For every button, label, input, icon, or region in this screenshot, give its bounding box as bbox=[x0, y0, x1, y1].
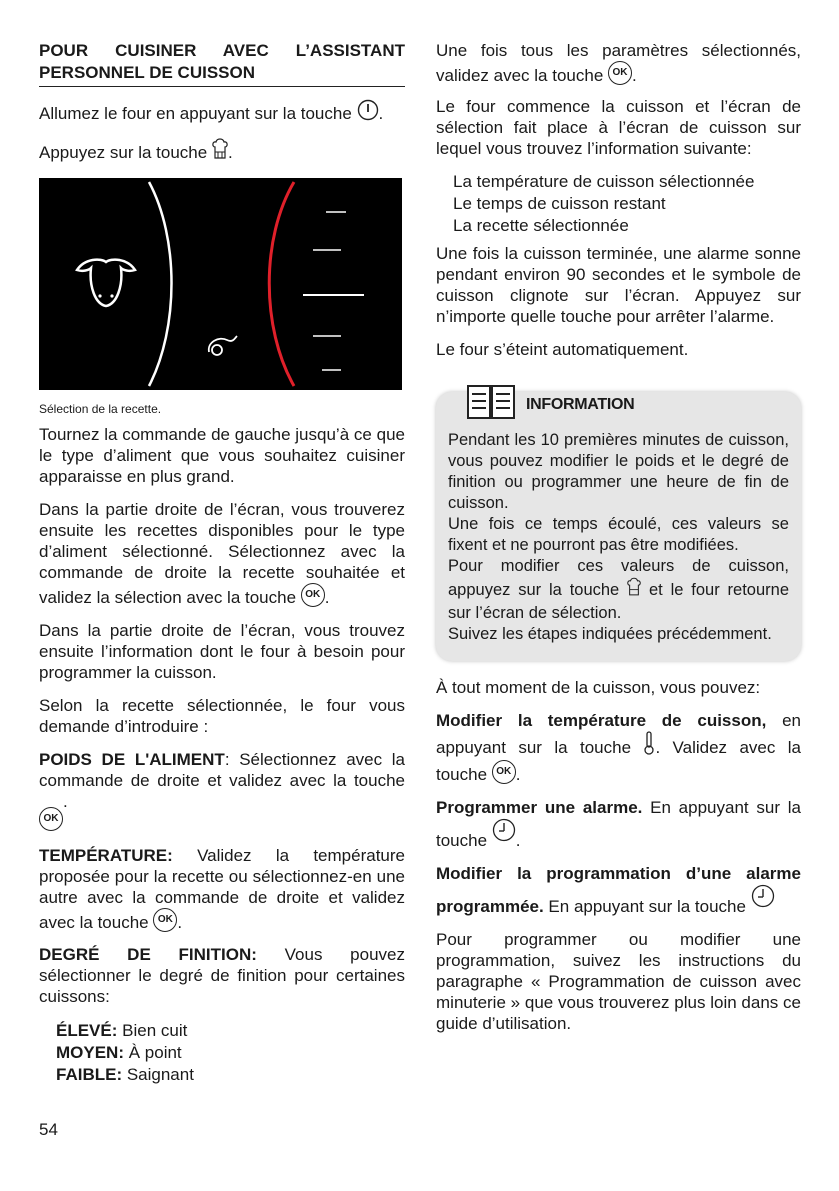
modify-temp-text: en appuyant sur la touche bbox=[436, 711, 801, 757]
page-number: 54 bbox=[39, 1120, 58, 1139]
validate-text: Une fois tous les paramètres sélectionnés, validez avec la touche bbox=[436, 41, 801, 85]
oven-display-image bbox=[39, 178, 402, 390]
ok-icon: OK bbox=[153, 908, 177, 932]
temperature-text: Validez la température proposée pour la recette ou sélectionnez-en une autre avec la commande de droite et validez avec la touche bbox=[39, 846, 405, 932]
info-list bbox=[436, 171, 801, 237]
paragraph-validate: Une fois tous les paramètres sélectionnés, validez avec la touche OK . bbox=[436, 41, 801, 85]
sheep-icon bbox=[71, 252, 141, 317]
paragraph-chef-key: Appuyez sur la touche . bbox=[39, 138, 405, 165]
paragraph-programming-ref: Pour programmer ou modifier une programmation, suivez les instructions du paragraphe « Programmation de cuisson avec minuterie » que vous trouverez plus loin dans ce guide d’utilisation. bbox=[436, 930, 801, 1033]
paragraph-anytime: À tout moment de la cuisson, vous pouvez: bbox=[436, 678, 761, 697]
information-title: INFORMATION bbox=[526, 395, 635, 413]
paragraph-power-on: Allumez le four en appuyant sur la touche . bbox=[39, 99, 405, 126]
clock-icon bbox=[751, 884, 775, 913]
doneness-list bbox=[39, 1020, 405, 1086]
set-alarm-text: En appuyant sur la touche bbox=[436, 798, 801, 850]
right-column bbox=[436, 40, 801, 1034]
list-item: La température de cuisson sélectionnée bbox=[453, 172, 755, 191]
chef-hat-icon bbox=[627, 577, 641, 603]
list-item: Le temps de cuisson restant bbox=[453, 194, 666, 213]
level-label: FAIBLE: bbox=[56, 1065, 123, 1084]
paragraph-alarm: Une fois la cuisson terminée, une alarme sonne pendant environ 90 secondes et le symbole de cuisson clignote sur l’écran. Appuyez sur n’importe quelle touche pour arrêter l’alarme. bbox=[436, 244, 801, 326]
paragraph-temperature: TEMPÉRATURE: Validez la température proposée pour la recette ou sélectionnez-en une autre avec la commande de droite et validez avec la touche OK . bbox=[39, 846, 405, 932]
set-alarm-label: Programmer une alarme. bbox=[436, 798, 643, 817]
level-label: ÉLEVÉ: bbox=[56, 1021, 118, 1040]
modify-temp-label: Modifier la température de cuisson, bbox=[436, 711, 767, 730]
paragraph-auto-off: Le four s’éteint automatiquement. bbox=[436, 340, 689, 359]
recipe-cursor-icon bbox=[205, 332, 239, 365]
info-paragraph-2: Une fois ce temps écoulé, ces valeurs se fixent et ne pourront pas être modifiées. bbox=[448, 515, 789, 554]
doneness-label: DEGRÉ DE FINITION: bbox=[39, 945, 257, 964]
info-paragraph-4: Suivez les étapes indiquées précédemment. bbox=[448, 625, 772, 643]
information-header bbox=[466, 384, 634, 425]
paragraph-doneness bbox=[39, 944, 405, 1007]
info-paragraph-3 bbox=[448, 556, 789, 624]
level-text: Bien cuit bbox=[117, 1021, 188, 1040]
paragraph-cooking-starts: Le four commence la cuisson et l’écran de sélection fait place à l’écran de cuisson sur lequel vous trouvez l’information suivante: bbox=[436, 97, 801, 158]
chef-key-text: Appuyez sur la touche bbox=[39, 143, 208, 162]
ok-icon: OK bbox=[608, 61, 632, 85]
clock-icon bbox=[492, 818, 516, 847]
info-p3-text-b: et le four retourne sur l’écran de sélection. bbox=[448, 581, 789, 622]
book-icon bbox=[466, 384, 516, 425]
level-label: MOYEN: bbox=[56, 1043, 124, 1062]
modify-alarm-label: Modifier la programmation d’une alarme programmée. bbox=[436, 864, 801, 916]
power-icon bbox=[357, 99, 379, 126]
paragraph-selon: Selon la recette sélectionnée, le four vous demande d’introduire : bbox=[39, 696, 405, 736]
doneness-text: Vous pouvez sélectionner le degré de finition pour certaines cuissons: bbox=[39, 945, 405, 1006]
level-text: Saignant bbox=[122, 1065, 194, 1084]
thermometer-icon bbox=[643, 731, 655, 760]
section-title: POUR CUISINER AVEC L’ASSISTANT PERSONNEL DE CUISSON bbox=[39, 40, 405, 87]
modify-temp-text-2: . Validez avec la touche bbox=[436, 738, 801, 784]
recipes-right-text: Dans la partie droite de l’écran, vous trouverez ensuite les recettes disponibles pour le type d’aliment sélectionné. Sélectionnez avec la commande de droite la recette souhaitée et validez la sélection avec la touche bbox=[39, 500, 405, 607]
information-box bbox=[436, 392, 801, 661]
ok-icon: OK bbox=[492, 760, 516, 784]
figure-caption: Sélection de la recette. bbox=[39, 402, 162, 416]
power-on-text: Allumez le four en appuyant sur la touche bbox=[39, 104, 352, 123]
paragraph-turn-knob: Tournez la commande de gauche jusqu’à ce que le type d’aliment que vous souhaitez cuisiner apparaisse en plus grand. bbox=[39, 425, 405, 486]
left-column bbox=[39, 40, 405, 1086]
paragraph-modify-temp: Modifier la température de cuisson, en appuyant sur la touche . Validez avec la touche OK . bbox=[436, 711, 801, 784]
paragraph-info-needed: Dans la partie droite de l’écran, vous trouvez ensuite l’information dont le four à besoin pour programmer la cuisson. bbox=[39, 621, 405, 682]
temperature-label: TEMPÉRATURE: bbox=[39, 846, 173, 865]
weight-label: POIDS DE L'ALIMENT bbox=[39, 750, 225, 769]
ok-icon: OK bbox=[301, 583, 325, 607]
paragraph-modify-alarm bbox=[436, 863, 801, 917]
info-p3-text-a: Pour modifier ces valeurs de cuisson, appuyez sur la touche bbox=[448, 557, 789, 599]
list-item: La recette sélectionnée bbox=[453, 216, 629, 235]
chef-hat-icon bbox=[212, 138, 228, 165]
level-text: À point bbox=[124, 1043, 182, 1062]
list-item bbox=[56, 1020, 405, 1042]
weight-text: : Sélectionnez avec la commande de droite et validez avec la touche bbox=[39, 750, 405, 790]
list-item bbox=[56, 1064, 405, 1086]
modify-alarm-text: En appuyant sur la touche bbox=[543, 897, 746, 916]
list-item bbox=[56, 1042, 405, 1064]
info-paragraph-1: Pendant les 10 premières minutes de cuisson, vous pouvez modifier le poids et le degré de finition ou programmer une heure de fin de cuisson. bbox=[448, 431, 789, 512]
ok-icon: OK bbox=[39, 807, 63, 831]
paragraph-weight: POIDS DE L'ALIMENT: Sélectionnez avec la commande de droite et validez avec la touche OK. bbox=[39, 749, 405, 831]
paragraph-set-alarm: Programmer une alarme. En appuyant sur la touche . bbox=[436, 798, 801, 850]
paragraph-recipes-right: Dans la partie droite de l’écran, vous trouverez ensuite les recettes disponibles pour le type d’aliment sélectionné. Sélectionnez avec la commande de droite la recette souhaitée et validez la sélection avec la touche OK . bbox=[39, 500, 405, 607]
